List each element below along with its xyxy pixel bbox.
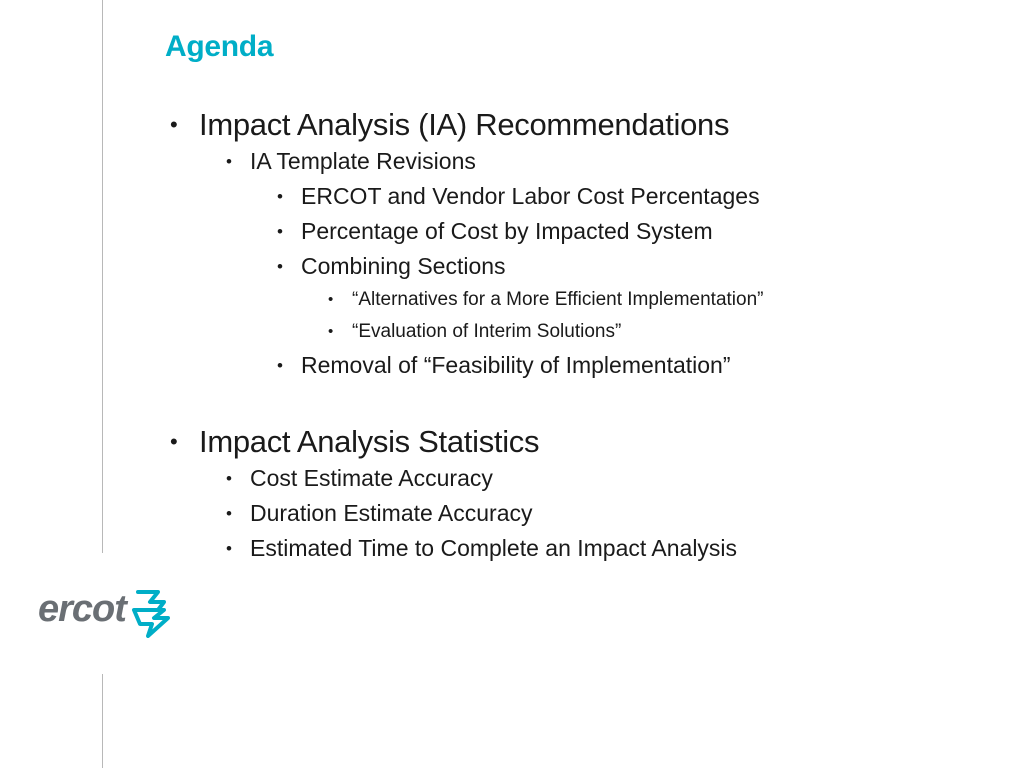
logo-wordmark: ercot [38,588,126,630]
bullet-icon: • [328,323,334,340]
agenda-subitem [170,531,970,566]
agenda-subitem [170,496,970,531]
bullet-icon: • [277,222,283,241]
bullet-icon: • [226,539,232,558]
agenda-subitem-label: IA Template Revisions [250,148,476,174]
bullet-icon: • [277,356,283,375]
agenda-section-item [170,106,970,144]
agenda-subitem [170,144,970,179]
section-spacer [170,383,970,423]
agenda-subitem-label: Percentage of Cost by Impacted System [301,218,713,244]
agenda-subitem [170,214,970,249]
agenda-subitem [170,284,970,316]
agenda-subitem [170,249,970,284]
agenda-subitem-label: Combining Sections [301,253,506,279]
agenda-subitem-label: Cost Estimate Accuracy [250,465,493,491]
ercot-logo [38,586,168,642]
agenda-subitem-label: ERCOT and Vendor Labor Cost Percentages [301,183,760,209]
agenda-subitem [170,316,970,348]
agenda-section-item [170,423,970,461]
bullet-icon: • [328,291,334,308]
bullet-icon: • [277,257,283,276]
bullet-icon: • [170,112,178,137]
bullet-icon: • [226,504,232,523]
agenda-subitem [170,461,970,496]
agenda-subitem-label: “Evaluation of Interim Solutions” [352,321,622,342]
agenda-subitem-label: “Alternatives for a More Efficient Implementation” [352,289,764,310]
bullet-icon: • [277,187,283,206]
agenda-section-label: Impact Analysis (IA) Recommendations [199,107,730,142]
agenda-subitem [170,179,970,214]
agenda-subitem-label: Duration Estimate Accuracy [250,500,533,526]
bullet-icon: • [170,429,178,454]
ercot-logo-icon [128,588,170,638]
agenda-section-label: Impact Analysis Statistics [199,424,540,459]
slide-title: Agenda [165,30,274,63]
vertical-divider-bottom [102,674,103,768]
agenda-subitem-label: Estimated Time to Complete an Impact Analysis [250,535,738,561]
bullet-icon: • [226,469,232,488]
agenda-subitem [170,348,970,383]
vertical-divider-top [102,0,103,553]
agenda-list [170,106,970,566]
agenda-subitem-label: Removal of “Feasibility of Implementation” [301,352,731,378]
bullet-icon: • [226,152,232,171]
